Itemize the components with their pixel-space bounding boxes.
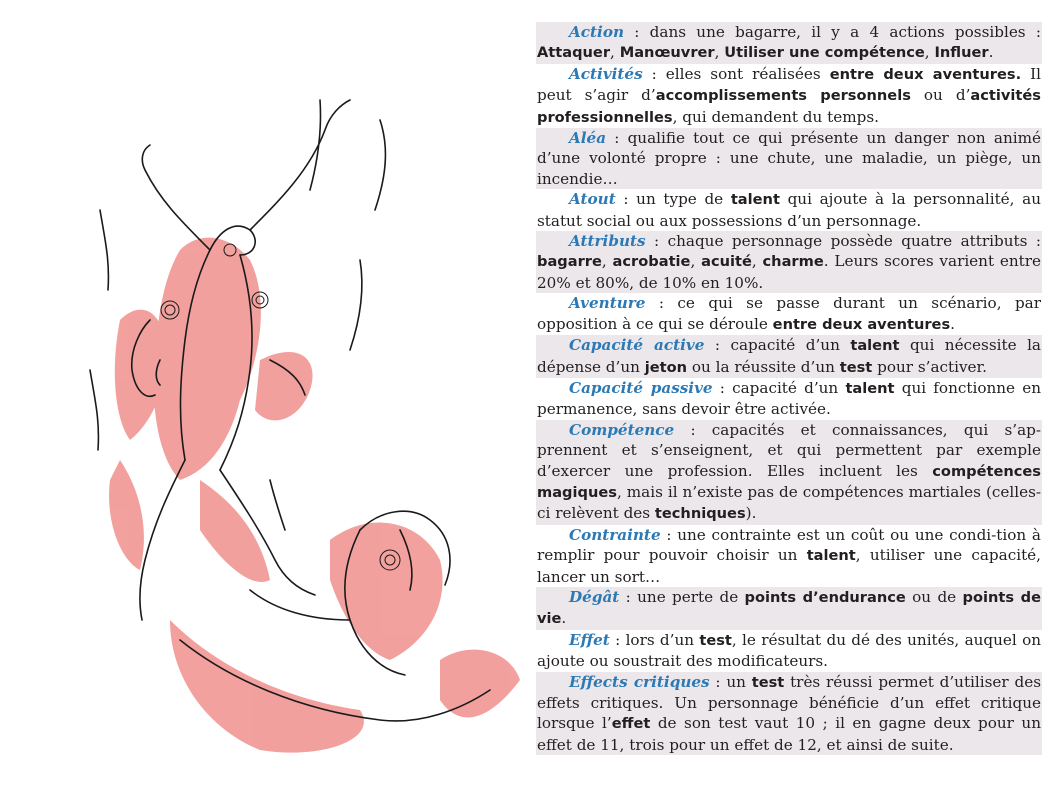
definition-text: ou la réussite d’un [687, 357, 840, 376]
glossary-term: Aventure [569, 294, 646, 313]
glossary-entry [536, 630, 1042, 672]
glossary-term: Attributs [569, 232, 646, 251]
glossary-entry [536, 189, 1042, 231]
definition-text: : un [709, 672, 752, 691]
glossary-term: Dégât [569, 587, 620, 606]
keyword: talent [806, 547, 856, 565]
definition-text: qui ajoute à la personnalité, au statut social ou aux possessions d’un personnage. [537, 190, 1041, 230]
definition-text: . [561, 609, 567, 628]
keyword: Attaquer [537, 44, 611, 62]
definition-text: . [950, 314, 955, 333]
glossary-entry [536, 128, 1042, 189]
keyword: talent [850, 337, 900, 355]
glossary-term: Effet [569, 630, 610, 649]
definition-text: ou d’ [910, 86, 971, 105]
definition-text: , [714, 43, 725, 62]
definition-text: . [988, 43, 994, 62]
keyword: techniques [654, 505, 746, 523]
fighting-creatures-drawing [60, 60, 530, 780]
definition-text: de son test vaut 10 ; il en gagne deux pour un effet de 11, trois pour un effet de 12, et ainsi de suite. [537, 714, 1041, 754]
keyword: points d’endurance [744, 588, 906, 606]
definition-text: , [751, 252, 763, 271]
definition-text: , [601, 252, 613, 271]
definition-text: qui nécessite la dépense d’un [537, 336, 1041, 376]
definition-text: : une perte de [619, 587, 745, 606]
keyword: accomplissements personnels [655, 87, 911, 105]
definition-text: , le résultat du dé des unités, auquel on ajoute ou soustrait des modificateurs. [537, 630, 1041, 671]
keyword: compétences magiques [537, 462, 1041, 501]
definition-text: ). [745, 504, 757, 523]
glossary-entry [536, 420, 1042, 525]
definition-text: : capacité d’un [712, 378, 846, 397]
glossary-entry [536, 525, 1042, 587]
glossary-term: Capacité active [569, 336, 705, 355]
glossary-term: Action [569, 23, 624, 41]
keyword: test [839, 358, 873, 376]
glossary-term: Compétence [569, 420, 675, 439]
glossary-entry [536, 587, 1042, 630]
keyword: entre deux aventures [772, 315, 951, 333]
definition-text: : capacités et connaissances, qui s’ap-prennent et s’enseignent, et qui permettent par exemple d’exercer une profession. Elles incluent les [537, 420, 1041, 480]
definition-text: : chaque personnage possède quatre attributs : [645, 232, 1041, 251]
keyword: effet [611, 715, 651, 733]
glossary-term: Effects critiques [569, 672, 710, 691]
definition-text: : ce qui se passe durant un scénario, par opposition à ce qui se déroule [537, 294, 1041, 333]
definition-text: : une contrainte est un coût ou une condi-tion à remplir pour pouvoir choisir un [537, 525, 1041, 565]
definition-text: : dans une bagarre, il y a 4 actions possibles : [624, 23, 1041, 41]
keyword: Utiliser une compétence [724, 44, 925, 62]
glossary-entry [536, 335, 1042, 378]
keyword: acuité [701, 253, 752, 271]
keyword: Influer [934, 44, 989, 62]
glossary-entry [536, 64, 1042, 128]
keyword: entre deux aventures. [829, 65, 1022, 83]
definition-text: : qualifie tout ce qui présente un danger non animé d’une volonté propre : une chute, une maladie, un piège, un incendie… [537, 129, 1041, 188]
definition-text: ou de [905, 587, 963, 606]
definition-text: : capacité d’un [704, 336, 851, 355]
glossary-entry [536, 378, 1042, 420]
definition-text: , mais il n’existe pas de compétences martiales (celles-ci relèvent des [537, 482, 1041, 523]
keyword: acrobatie [612, 253, 691, 271]
definition-text: , [924, 43, 935, 62]
definition-text: qui fonctionne en permanence, sans devoir être activée. [537, 378, 1041, 419]
definition-text: Il peut s’agir d’ [537, 64, 1041, 105]
definition-text: , [690, 252, 702, 271]
glossary-term: Aléa [569, 129, 607, 148]
definition-text: . Leurs scores varient entre 20% et 80%, de 10% en 10%. [537, 252, 1042, 292]
definition-text: très réussi permet d’utiliser des effets critiques. Un personnage bénéficie d’un effet critique lorsque l’ [537, 672, 1041, 733]
keyword: charme [762, 253, 824, 271]
glossary-term: Capacité passive [569, 378, 713, 397]
glossary [536, 22, 1042, 755]
definition-text: , qui demandent du temps. [672, 107, 879, 126]
illustration [60, 60, 530, 780]
definition-text: , [610, 43, 620, 62]
keyword: points de vie [537, 588, 1041, 628]
keyword: talent [845, 379, 895, 397]
glossary-entry [536, 672, 1042, 756]
keyword: activités professionnelles [537, 87, 1041, 126]
glossary-entry [536, 293, 1042, 335]
glossary-term: Activités [569, 64, 643, 83]
keyword: Manœuvrer [619, 44, 715, 62]
keyword: test [751, 673, 785, 691]
glossary-entry [536, 22, 1042, 64]
definition-text: pour s’activer. [872, 357, 987, 376]
keyword: test [699, 631, 732, 649]
definition-text: : lors d’un [609, 630, 700, 649]
keyword: bagarre [537, 253, 602, 271]
glossary-entry [536, 231, 1042, 293]
keyword: jeton [644, 358, 688, 376]
definition-text: : elles sont réalisées [642, 64, 830, 83]
definition-text: , utiliser une capacité, lancer un sort… [537, 546, 1041, 586]
glossary-term: Atout [569, 190, 616, 209]
keyword: talent [730, 191, 780, 209]
definition-text: : un type de [615, 190, 731, 209]
glossary-term: Contrainte [569, 525, 661, 544]
